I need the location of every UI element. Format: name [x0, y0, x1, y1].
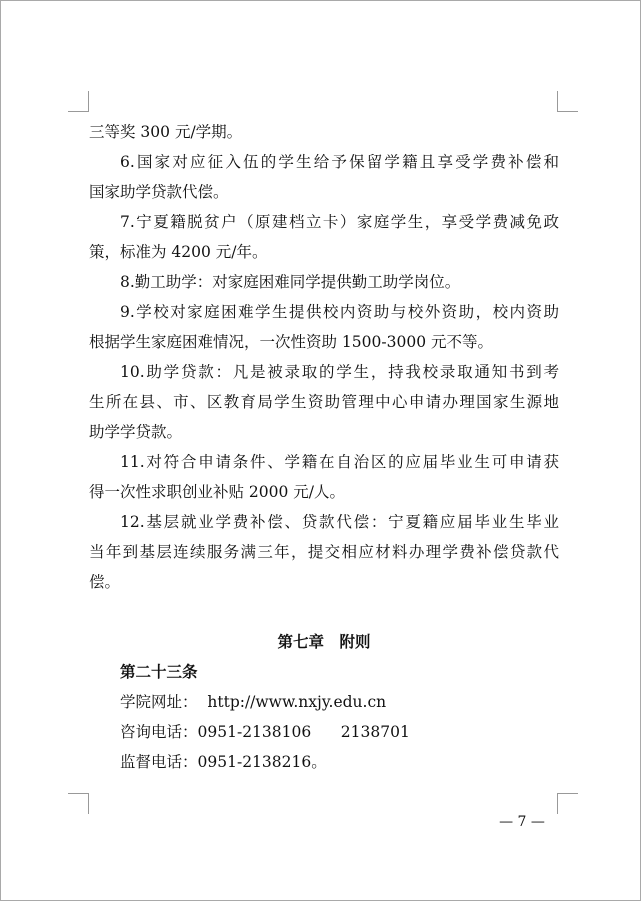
article-heading: 第二十三条: [120, 662, 198, 681]
crop-mark-top-right: [557, 91, 578, 112]
website-label: 学院网址：: [120, 693, 198, 711]
consult-phone-value: 0951-2138106 2138701: [197, 723, 410, 741]
page-number: — 7 —: [499, 814, 545, 830]
website-link[interactable]: http://www.nxjy.edu.cn: [207, 693, 387, 711]
paragraph-line: 偿。: [89, 573, 121, 591]
crop-mark-bottom-left: [68, 793, 89, 814]
paragraph-line: 12.基层就业学费补偿、贷款代偿：宁夏籍应届毕业生毕业: [120, 513, 559, 531]
paragraph-line: 生所在县、市、区教育局学生资助管理中心申请办理国家生源地: [89, 393, 559, 411]
paragraph-line: 11.对符合申请条件、学籍在自治区的应届毕业生可申请获: [120, 453, 559, 471]
paragraph-line: 助学学贷款。: [89, 423, 183, 441]
paragraph-line: 6.国家对应征入伍的学生给予保留学籍且享受学费补偿和: [120, 153, 559, 171]
website-line: [89, 687, 559, 717]
paragraph-line: 8.勤工助学：对家庭困难同学提供勤工助学岗位。: [120, 273, 461, 291]
supervise-phone-line: [89, 747, 559, 777]
paragraph-line: 当年到基层连续服务满三年，提交相应材料办理学费补偿贷款代: [89, 543, 559, 561]
paragraph-line: 根据学生家庭困难情况，一次性资助 1500-3000 元不等。: [89, 333, 493, 351]
document-body: [89, 117, 559, 777]
paragraph-line: 10.助学贷款：凡是被录取的学生，持我校录取通知书到考: [120, 363, 559, 381]
supervise-phone-label: 监督电话：: [120, 753, 198, 771]
consult-phone-line: [89, 717, 559, 747]
paragraph-line: 国家助学贷款代偿。: [89, 183, 229, 201]
spacer: [89, 597, 559, 627]
paragraph-line: 三等奖 300 元/学期。: [89, 123, 243, 141]
paragraph-line: 7.宁夏籍脱贫户（原建档立卡）家庭学生，享受学费减免政: [120, 213, 559, 231]
crop-mark-bottom-right: [557, 793, 578, 814]
paragraph-line: 得一次性求职创业补贴 2000 元/人。: [89, 483, 346, 501]
crop-mark-top-left: [68, 91, 89, 112]
supervise-phone-value: 0951-2138216。: [197, 753, 327, 771]
paragraph-line: 策，标准为 4200 元/年。: [89, 243, 268, 261]
paragraph-line: 9.学校对家庭困难学生提供校内资助与校外资助，校内资助: [120, 303, 559, 321]
consult-phone-label: 咨询电话：: [120, 723, 198, 741]
chapter-heading: 第七章 附则: [277, 632, 371, 651]
